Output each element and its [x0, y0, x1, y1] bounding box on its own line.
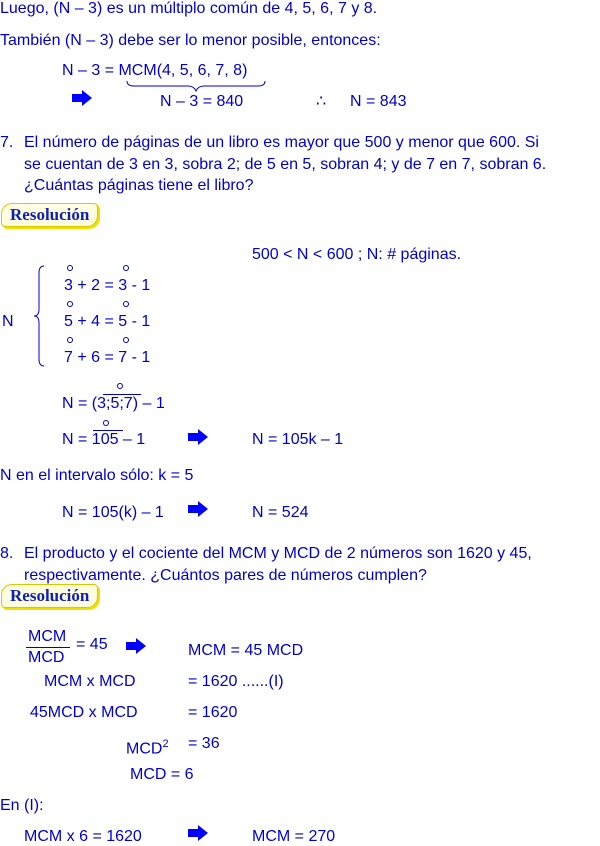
- resolution-label-8: Resolución: [1, 584, 98, 608]
- resolution-label-7: Resolución: [1, 203, 98, 227]
- overline: [103, 394, 141, 395]
- system-row: 7 + 6 = 7 - 1: [64, 349, 151, 366]
- row-3-left: 45MCD x MCD: [30, 704, 138, 721]
- right-arrow-icon: [188, 501, 208, 517]
- interval-note: N en el intervalo sólo: k = 5: [0, 467, 194, 484]
- problem-7-line-1: El número de páginas de un libro es mayor que 500 y menor que 600. Si: [24, 134, 539, 151]
- fraction-denominator: MCD: [28, 649, 65, 666]
- result-1: MCM = 45 MCD: [188, 642, 304, 659]
- system-variable: N: [2, 313, 14, 330]
- intro-equation-2: N – 3 = 840: [160, 93, 244, 110]
- row-6-right: MCM = 270: [252, 828, 336, 845]
- right-arrow-icon: [126, 638, 146, 654]
- intro-line-1: Luego, (N – 3) es un múltiplo común de 4, 5, 6, 7 y 8.: [0, 0, 378, 17]
- fraction-numerator: MCM: [28, 628, 67, 645]
- multiple-circle: [123, 301, 129, 307]
- problem-7-line-3: ¿Cuántas páginas tiene el libro?: [24, 177, 254, 194]
- fraction-equals: = 45: [76, 636, 108, 653]
- intro-line-2: También (N – 3) debe ser lo menor posible, entonces:: [0, 32, 381, 49]
- multiple-circle: [67, 337, 73, 343]
- overline: [93, 430, 123, 431]
- system-row: 3 + 2 = 3 - 1: [64, 277, 151, 294]
- multiple-circle: [117, 383, 123, 389]
- step-2-left: N = 105 – 1: [62, 431, 146, 448]
- right-arrow-icon: [188, 429, 208, 445]
- row-2-left: MCM x MCD: [44, 673, 136, 690]
- condition: 500 < N < 600 ; N: # páginas.: [252, 246, 462, 263]
- left-brace: [32, 265, 46, 367]
- right-arrow-icon: [72, 90, 92, 106]
- multiple-circle: [67, 265, 73, 271]
- problem-8-number: 8.: [0, 545, 14, 562]
- row-6-left: MCM x 6 = 1620: [24, 828, 142, 845]
- row-2-right: = 1620 ......(I): [188, 673, 284, 690]
- multiple-circle: [67, 301, 73, 307]
- system-row: 5 + 4 = 5 - 1: [64, 313, 151, 330]
- therefore-symbol: ∴: [316, 93, 327, 110]
- step-1: N = (3;5;7) – 1: [62, 395, 165, 412]
- mcd-text: MCD: [126, 740, 163, 758]
- multiple-circle: [103, 420, 109, 426]
- row-4-right: = 36: [188, 735, 220, 752]
- step-3-right: N = 524: [252, 504, 309, 521]
- right-arrow-icon: [188, 825, 208, 841]
- fraction-bar: [26, 647, 70, 648]
- row-3-right: = 1620: [188, 704, 238, 721]
- problem-7-number: 7.: [0, 134, 14, 151]
- row-4-left: [126, 735, 169, 758]
- intro-equation-3: N = 843: [350, 93, 407, 110]
- underbrace: [126, 80, 266, 92]
- problem-8-line-1: El producto y el cociente del MCM y MCD de 2 números son 1620 y 45,: [24, 545, 532, 562]
- multiple-circle: [123, 265, 129, 271]
- step-2-right: N = 105k – 1: [252, 431, 344, 448]
- multiple-circle: [123, 337, 129, 343]
- exponent: 2: [162, 738, 169, 750]
- intro-equation-1: N – 3 = MCM(4, 5, 6, 7, 8): [62, 62, 248, 79]
- row-5: MCD = 6: [130, 766, 194, 783]
- step-3-left: N = 105(k) – 1: [62, 504, 164, 521]
- en-i-label: En (I):: [0, 797, 44, 814]
- problem-8-line-2: respectivamente. ¿Cuántos pares de números cumplen?: [24, 567, 427, 584]
- problem-7-line-2: se cuentan de 3 en 3, sobra 2; de 5 en 5, sobran 4; y de 7 en 7, sobran 6.: [24, 156, 547, 173]
